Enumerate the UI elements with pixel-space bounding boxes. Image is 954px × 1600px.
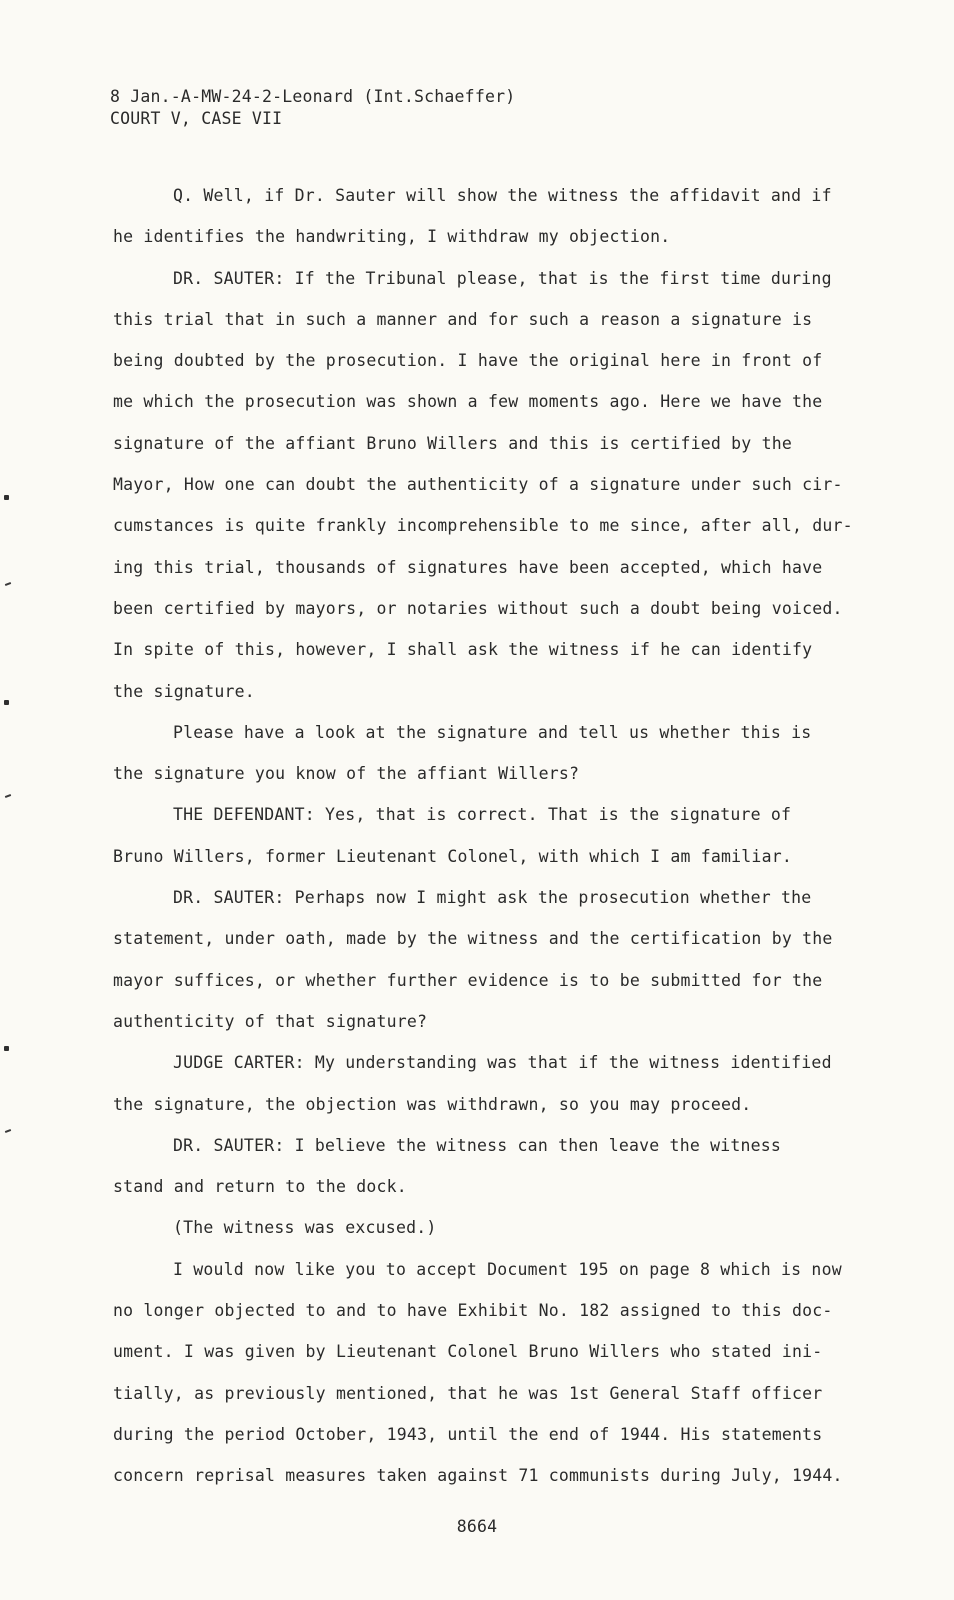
text-line: he identifies the handwriting, I withdraw my objection. bbox=[113, 227, 671, 247]
transcript-body bbox=[113, 175, 873, 1497]
text-line: stand and return to the dock. bbox=[113, 1177, 407, 1197]
text-line: the signature you know of the affiant Willers? bbox=[113, 764, 580, 784]
text-line: the signature. bbox=[113, 681, 255, 701]
text-line: during the period October, 1943, until the end of 1944. His statements bbox=[113, 1424, 823, 1444]
text-line: being doubted by the prosecution. I have the original here in front of bbox=[113, 351, 823, 371]
text-line: THE DEFENDANT: Yes, that is correct. That is the signature of bbox=[173, 805, 792, 825]
text-line: ing this trial, thousands of signatures have been accepted, which have bbox=[113, 557, 823, 577]
text-line: Q. Well, if Dr. Sauter will show the witness the affidavit and if bbox=[173, 186, 832, 205]
text-line: signature of the affiant Bruno Willers and this is certified by the bbox=[113, 433, 792, 453]
text-line: authenticity of that signature? bbox=[113, 1011, 428, 1031]
text-line: (The witness was excused.) bbox=[173, 1218, 437, 1238]
text-line: Bruno Willers, former Lieutenant Colonel, with which I am familiar. bbox=[113, 846, 792, 866]
margin-tick-mark bbox=[5, 794, 11, 798]
text-line: In spite of this, however, I shall ask the witness if he can identify bbox=[113, 640, 813, 660]
header-reference-line: 8 Jan.-A-MW-24-2-Leonard (Int.Schaeffer) bbox=[110, 87, 516, 106]
text-line: ument. I was given by Lieutenant Colonel Bruno Willers who stated ini- bbox=[113, 1342, 823, 1362]
text-line: DR. SAUTER: Perhaps now I might ask the prosecution whether the bbox=[173, 888, 812, 908]
text-line: concern reprisal measures taken against 71 communists during July, 1944. bbox=[113, 1466, 843, 1486]
text-line: cumstances is quite frankly incomprehensible to me since, after all, dur- bbox=[113, 516, 853, 536]
document-header bbox=[110, 86, 515, 130]
text-line: DR. SAUTER: If the Tribunal please, that is the first time during bbox=[173, 268, 832, 288]
margin-tick-mark bbox=[5, 582, 11, 586]
header-court-line: COURT V, CASE VII bbox=[110, 109, 283, 128]
margin-punch-mark bbox=[4, 700, 9, 705]
margin-tick-mark bbox=[5, 1129, 11, 1133]
page-number: 8664 bbox=[456, 1517, 498, 1536]
text-line: no longer objected to and to have Exhibit No. 182 assigned to this doc- bbox=[113, 1301, 833, 1321]
text-line: JUDGE CARTER: My understanding was that if the witness identified bbox=[173, 1053, 832, 1073]
text-line: this trial that in such a manner and for such a reason a signature is bbox=[113, 309, 813, 329]
text-line: DR. SAUTER: I believe the witness can then leave the witness bbox=[173, 1135, 782, 1155]
text-line: been certified by mayors, or notaries without such a doubt being voiced. bbox=[113, 598, 843, 618]
text-line: Mayor, How one can doubt the authenticity of a signature under such cir- bbox=[113, 475, 843, 495]
text-line: Please have a look at the signature and tell us whether this is bbox=[173, 722, 812, 742]
text-line: the signature, the objection was withdrawn, so you may proceed. bbox=[113, 1094, 752, 1114]
margin-punch-mark bbox=[4, 1046, 9, 1051]
text-line: me which the prosecution was shown a few moments ago. Here we have the bbox=[113, 392, 823, 412]
margin-punch-mark bbox=[4, 495, 9, 500]
text-line: tially, as previously mentioned, that he was 1st General Staff officer bbox=[113, 1383, 823, 1403]
text-line: I would now like you to accept Document 195 on page 8 which is now bbox=[173, 1259, 842, 1279]
text-line: mayor suffices, or whether further evidence is to be submitted for the bbox=[113, 970, 823, 990]
text-line: statement, under oath, made by the witness and the certification by the bbox=[113, 929, 833, 949]
